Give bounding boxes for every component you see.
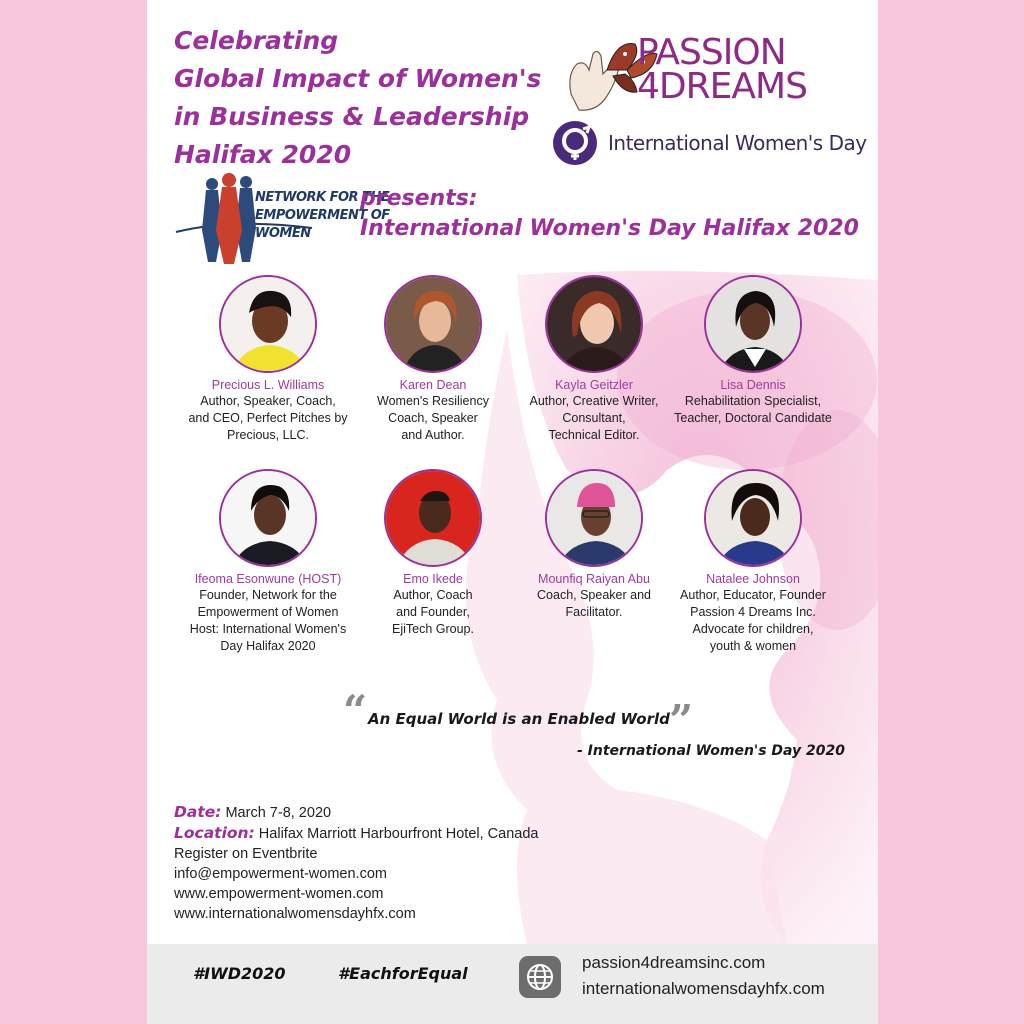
event-details (174, 802, 538, 924)
role-line: Technical Editor. (548, 428, 640, 442)
role-line: and Author. (401, 428, 465, 442)
role-line: and CEO, Perfect Pitches by (188, 411, 348, 425)
speaker-card (504, 275, 684, 444)
quote-text: An Equal World is an Enabled World (368, 710, 670, 728)
speaker-name: Precious L. Williams (211, 378, 325, 392)
quote-source: - International Women's Day 2020 (577, 743, 846, 759)
presents-line-2: International Women's Day Halifax 2020 (360, 216, 859, 241)
speaker-photo (384, 275, 482, 373)
speaker-role (504, 587, 684, 621)
email-text: info@empowerment-women.com (174, 866, 387, 882)
footer-websites (582, 950, 825, 1002)
speaker-photo (219, 275, 317, 373)
role-line: Author, Educator, Founder (680, 588, 826, 602)
role-line: Facilitator. (565, 605, 623, 619)
speaker-photo (219, 469, 317, 567)
role-line: Advocate for children, (692, 622, 814, 636)
title-line-3: in Business & Leadership (174, 102, 530, 131)
speaker-photo (704, 469, 802, 567)
event-poster (147, 0, 878, 1024)
speaker-photo (384, 469, 482, 567)
website-link: internationalwomensdayhfx.com (582, 979, 825, 998)
open-quote-icon: “ (343, 686, 368, 735)
speaker-card (663, 469, 843, 655)
network-line-2: EMPOWERMENT OF (255, 208, 390, 223)
date-label: Date: (174, 803, 222, 821)
speaker-role (663, 587, 843, 655)
role-line: EjiTech Group. (392, 622, 474, 636)
globe-icon (519, 956, 561, 998)
location-value: Halifax Marriott Harbourfront Hotel, Canada (254, 826, 539, 842)
hashtag-eachforequal: #EachforEqual (338, 964, 468, 983)
title-line-2: Global Impact of Women's (174, 64, 542, 93)
speaker-card (663, 275, 843, 427)
role-line: Author, Creative Writer, (529, 394, 659, 408)
role-line: Coach, Speaker (388, 411, 478, 425)
role-line: Empowerment of Women (197, 605, 339, 619)
role-line: Teacher, Doctoral Candidate (674, 411, 832, 425)
speaker-role (504, 393, 684, 444)
role-line: Passion 4 Dreams Inc. (690, 605, 816, 619)
logo-line-passion: PASSION (637, 32, 786, 73)
speaker-name: Mounfiq Raiyan Abu (538, 572, 650, 586)
speaker-card (178, 275, 358, 444)
network-line-1: NETWORK FOR THE (255, 190, 390, 205)
speaker-role (178, 393, 358, 444)
date-row (174, 802, 538, 823)
location-row (174, 823, 538, 844)
iwd-logo (552, 120, 867, 166)
website-text: www.internationalwomensdayhfx.com (174, 906, 416, 922)
speaker-name: Emo Ikede (403, 572, 463, 586)
presents-heading (360, 184, 859, 244)
role-line: Precious, LLC. (227, 428, 309, 442)
role-line: Author, Coach (393, 588, 473, 602)
network-line-3: WOMEN (255, 226, 311, 241)
logo-line-4dreams: 4DREAMS (637, 66, 807, 107)
speaker-name: Kayla Geitzler (555, 378, 633, 392)
speaker-card (343, 275, 523, 444)
hashtag-iwd: #IWD2020 (193, 964, 286, 983)
role-line: Host: International Women's (189, 622, 347, 636)
speaker-photo (545, 469, 643, 567)
venus-symbol-icon (552, 120, 598, 166)
speaker-role (343, 587, 523, 638)
speaker-name: Lisa Dennis (720, 378, 786, 392)
speaker-name: Karen Dean (399, 378, 467, 392)
role-line: Rehabilitation Specialist, (684, 394, 822, 408)
website-text: www.empowerment-women.com (174, 886, 384, 902)
website-link: passion4dreamsinc.com (582, 953, 766, 972)
speaker-card (504, 469, 684, 621)
close-quote-icon: ” (669, 696, 694, 745)
speaker-role (663, 393, 843, 427)
role-line: and Founder, (396, 605, 470, 619)
poster-title (174, 22, 541, 174)
footer-bar (147, 944, 878, 1024)
role-line: Women's Resiliency (377, 394, 489, 408)
presents-line-1: presents: (360, 186, 478, 211)
speaker-card (178, 469, 358, 655)
speaker-card (343, 469, 523, 638)
role-line: Author, Speaker, Coach, (200, 394, 336, 408)
role-line: Day Halifax 2020 (220, 639, 316, 653)
speaker-name: Natalee Johnson (706, 572, 800, 586)
passion4dreams-logo (637, 32, 807, 107)
title-line-1: Celebrating (174, 26, 339, 55)
title-line-4: Halifax 2020 (174, 140, 352, 169)
role-line: Coach, Speaker and (537, 588, 651, 602)
date-value: March 7-8, 2020 (221, 805, 332, 821)
role-line: youth & women (709, 639, 797, 653)
speaker-role (343, 393, 523, 444)
speaker-name: Ifeoma Esonwune (HOST) (194, 572, 342, 586)
speaker-role (178, 587, 358, 655)
iwd-logo-text: International Women's Day (608, 131, 867, 155)
register-text: Register on Eventbrite (174, 846, 318, 862)
location-label: Location: (174, 824, 255, 842)
role-line: Consultant, (562, 411, 626, 425)
speaker-photo (704, 275, 802, 373)
speaker-photo (545, 275, 643, 373)
role-line: Founder, Network for the (199, 588, 337, 602)
